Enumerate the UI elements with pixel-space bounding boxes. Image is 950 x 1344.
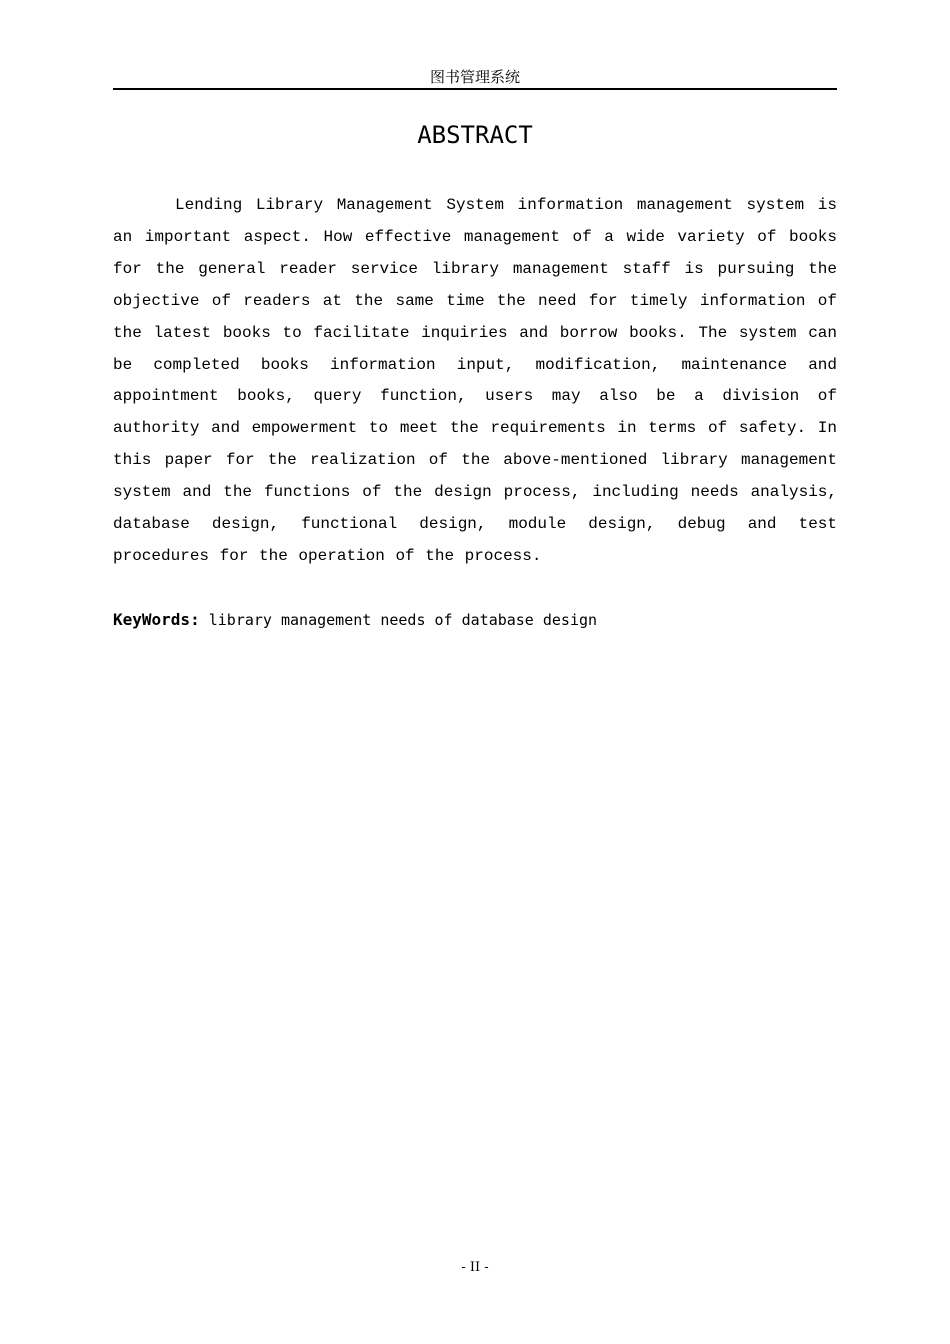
keywords-value: library management needs of database design: [208, 611, 598, 629]
running-header: 图书管理系统: [429, 68, 520, 86]
abstract-body: Lending Library Management System information management system is an important aspect. How effective management of a wide variety of books for the general reader service library management staff is pursuing the objective of readers at the same time the need for timely information of the latest books to facilitate inquiries and borrow books. The system can be completed books information input, modification, maintenance and appointment books, query function, users may also be a division of authority and empowerment to meet the requirements in terms of safety. In this paper for the realization of the above-mentioned library management system and the functions of the design process, including needs analysis, database design, functional design, module design, debug and test procedures for the operation of the process.: [113, 196, 837, 565]
keywords-line: [113, 607, 837, 633]
header-divider: [113, 88, 837, 90]
keywords-label: KeyWords:: [113, 610, 200, 629]
page-number: - II -: [461, 1260, 489, 1275]
abstract-title: ABSTRACT: [417, 121, 533, 149]
